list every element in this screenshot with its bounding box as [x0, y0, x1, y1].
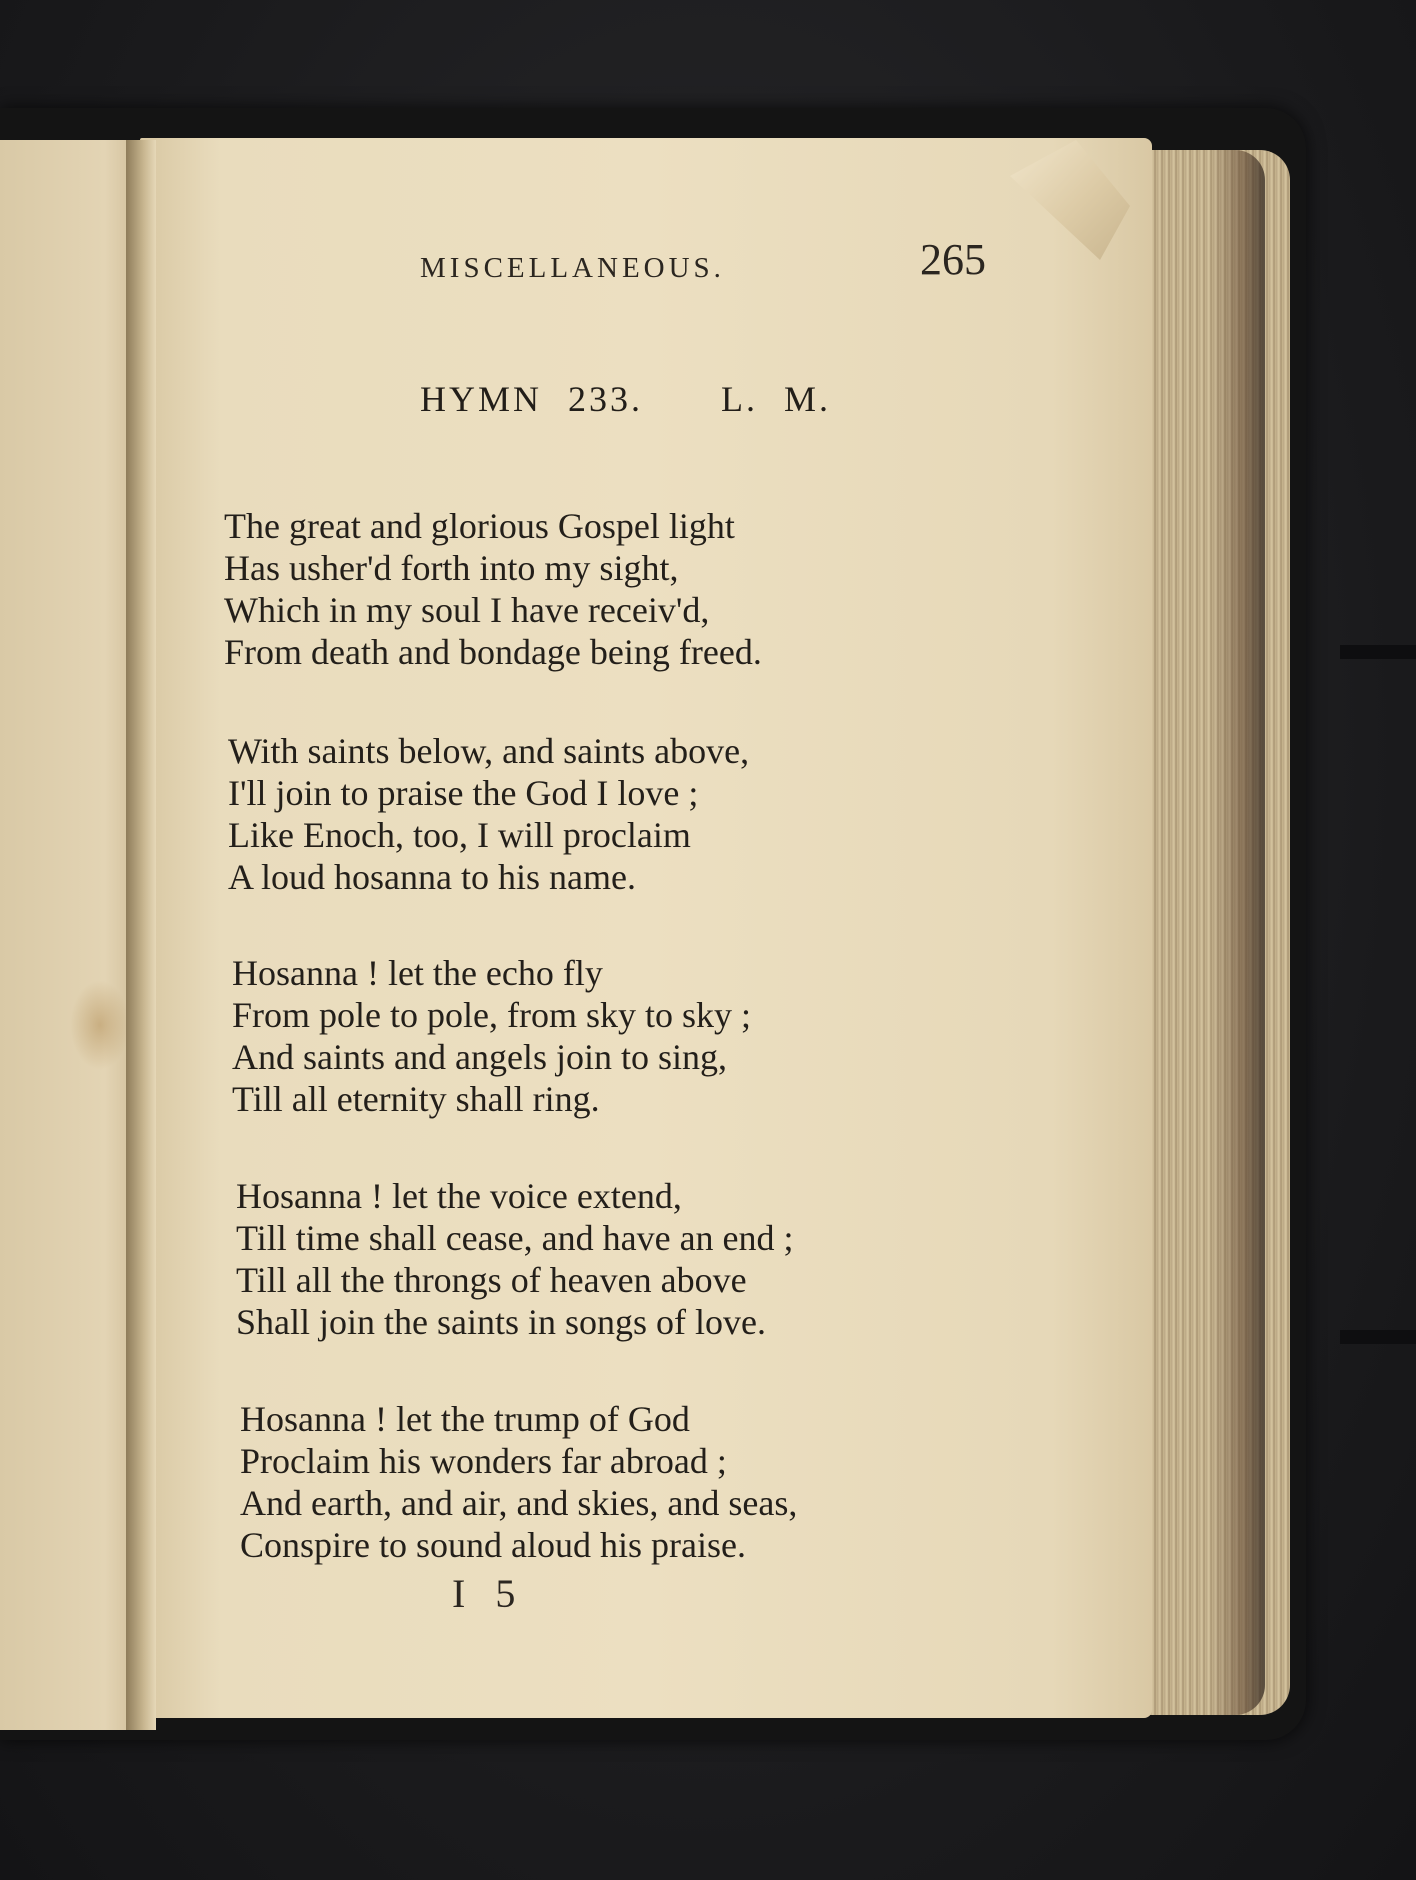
stanza [224, 505, 762, 673]
verse-line: Till all eternity shall ring. [232, 1079, 600, 1119]
verse-line: Till time shall cease, and have an end ; [236, 1218, 794, 1258]
gutter [126, 140, 156, 1730]
verse-line: Hosanna ! let the echo fly [232, 953, 603, 993]
page-number: 265 [920, 235, 986, 284]
running-header: MISCELLANEOUS. [420, 252, 725, 284]
backdrop-tab [1340, 645, 1416, 659]
signature-mark: I 5 [452, 1571, 526, 1616]
verse-line: Hosanna ! let the trump of God [240, 1399, 690, 1439]
verse-line: From death and bondage being freed. [224, 632, 762, 672]
hymn-title: HYMN 233. L. M. [420, 379, 832, 419]
stanza [240, 1398, 797, 1566]
verse-line: I'll join to praise the God I love ; [228, 773, 699, 813]
verse-line: And saints and angels join to sing, [232, 1037, 727, 1077]
verse-line: The great and glorious Gospel light [224, 506, 735, 546]
stanza [236, 1175, 794, 1343]
verse-line: Proclaim his wonders far abroad ; [240, 1441, 727, 1481]
verse-line: A loud hosanna to his name. [228, 857, 636, 897]
verse-line: With saints below, and saints above, [228, 731, 750, 771]
verse-line: Hosanna ! let the voice extend, [236, 1176, 682, 1216]
stanza [232, 952, 751, 1120]
stanza [228, 730, 749, 898]
verse-line: And earth, and air, and skies, and seas, [240, 1483, 798, 1523]
verse-line: Which in my soul I have receiv'd, [224, 590, 710, 630]
verse-line: Conspire to sound aloud his praise. [240, 1525, 746, 1565]
backdrop-tab [1340, 1330, 1416, 1344]
verse-line: Like Enoch, too, I will proclaim [228, 815, 691, 855]
verse-line: From pole to pole, from sky to sky ; [232, 995, 751, 1035]
stain [70, 980, 130, 1070]
verse-line: Till all the throngs of heaven above [236, 1260, 747, 1300]
page-edges-shadow [1210, 150, 1265, 1715]
verse-line: Shall join the saints in songs of love. [236, 1302, 766, 1342]
verse-line: Has usher'd forth into my sight, [224, 548, 679, 588]
